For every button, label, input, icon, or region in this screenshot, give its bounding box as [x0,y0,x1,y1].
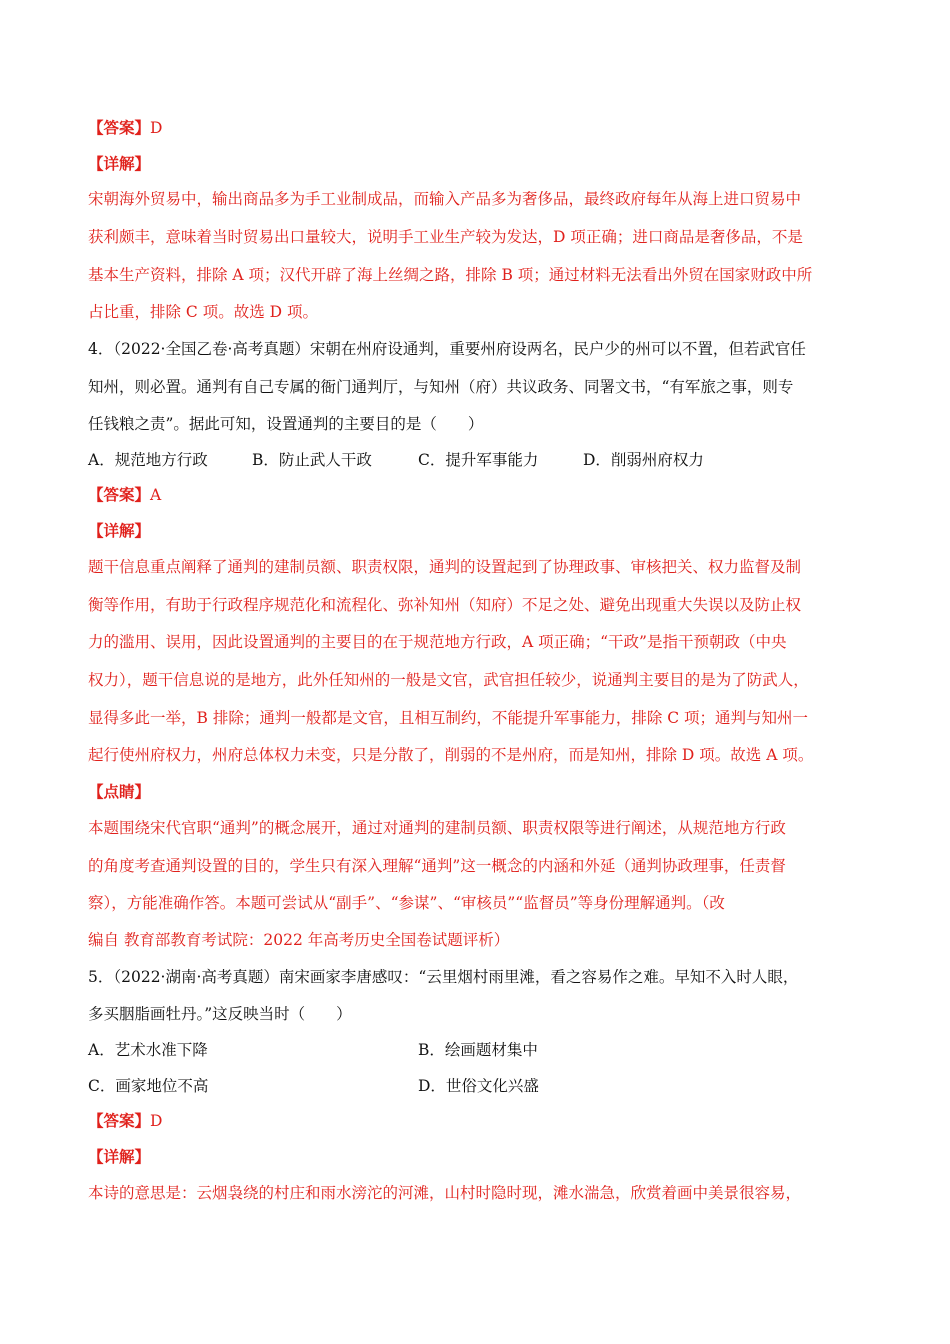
q4-answer-line [88,485,868,505]
q4-option-c: C．提升军事能力 [418,451,539,469]
q4-explanation-line: 题干信息重点阐释了通判的建制员额、职责权限，通判的设置起到了协理政事、审核把关、权力监督及制 [88,558,802,576]
answer-tag: 【答案】 [88,485,151,504]
detail-tag: 【详解】 [88,1147,151,1166]
answer-tag: 【答案】 [88,118,151,137]
q3-explanation-line: 基本生产资料，排除 A 项；汉代开辟了海上丝绸之路，排除 B 项；通过材料无法看出外贸在国家财政中所 [88,266,813,284]
q5-stem-line: 5．（2022·湖南·高考真题）南宋画家李唐感叹：“云里烟村雨里滩，看之容易作之难。早知不入时人眼， [88,968,799,986]
q4-comment-line: 编自 教育部教育考试院：2022 年高考历史全国卷试题评析） [88,931,510,949]
q3-explanation-line: 占比重，排除 C 项。故选 D 项。 [88,303,318,321]
comment-tag: 【点睛】 [88,782,151,801]
q4-explanation-line: 显得多此一举，B 排除；通判一般都是文官，且相互制约，不能提升军事能力，排除 C 项；通判与知州一 [88,709,809,727]
answer-value: D [150,1112,163,1130]
answer-value: D [150,119,163,137]
q4-explanation-line: 力的滥用、误用，因此设置通判的主要目的在于规范地方行政，A 项正确；“干政”是指干预朝政（中央 [88,633,787,651]
q4-comment-line: 本题围绕宋代官职“通判”的概念展开，通过对通判的建制员额、职责权限等进行阐述，从规范地方行政 [88,819,786,837]
q3-explanation-line: 宋朝海外贸易中，输出商品多为手工业制成品，而输入产品多为奢侈品，最终政府每年从海上进口贸易中 [88,190,802,208]
q4-stem-line: 4．（2022·全国乙卷·高考真题）宋朝在州府设通判，重要州府设两名，民户少的州可以不置，但若武官任 [88,340,806,358]
q4-comment-line: 的角度考查通判设置的目的，学生只有深入理解“通判”这一概念的内涵和外延（通判协政理事，任责督 [88,857,786,875]
q3-detail-tag [88,154,868,174]
detail-tag: 【详解】 [88,154,151,173]
q4-explanation-line: 衡等作用，有助于行政程序规范化和流程化、弥补知州（知府）不足之处、避免出现重大失误以及防止权 [88,596,802,614]
answer-value: A [150,486,162,504]
q5-option-c: C．画家地位不高 [88,1077,209,1095]
q4-comment-tag [88,782,868,802]
q3-answer-line [88,118,868,138]
q4-option-d: D．削弱州府权力 [583,451,704,469]
q5-option-b: B．绘画题材集中 [418,1041,538,1059]
q5-detail-tag [88,1147,868,1167]
q3-explanation-line: 获利颇丰，意味着当时贸易出口量较大，说明手工业生产较为发达，D 项正确；进口商品是奢侈品，不是 [88,228,803,246]
q4-explanation-line: 权力），题干信息说的是地方，此外任知州的一般是文官，武官担任较少，说通判主要目的是为了防武人， [88,671,809,689]
q5-stem-line: 多买胭脂画牡丹。”这反映当时（ ） [88,1005,352,1023]
q4-option-a: A．规范地方行政 [88,451,208,469]
q5-answer-line [88,1111,868,1131]
q5-explanation-line: 本诗的意思是：云烟袅绕的村庄和雨水滂沱的河滩，山村时隐时现，滩水湍急，欣赏着画中美景很容易， [88,1184,802,1202]
q4-comment-line: 察），方能准确作答。本题可尝试从“副手”、“参谋”、“审核员”“监督员”等身份理解通判。（改 [88,894,725,912]
detail-tag: 【详解】 [88,521,151,540]
q5-option-d: D．世俗文化兴盛 [418,1077,539,1095]
q4-detail-tag [88,521,868,541]
q4-stem-line: 知州，则必置。通判有自己专属的衙门通判厅，与知州（府）共议政务、同署文书，“有军旅之事，则专 [88,378,794,396]
q4-option-b: B．防止武人干政 [252,451,372,469]
q4-explanation-line: 起行使州府权力，州府总体权力未变，只是分散了，削弱的不是州府，而是知州，排除 D 项。故选 A 项。 [88,746,814,764]
answer-tag: 【答案】 [88,1111,151,1130]
q4-stem-line: 任钱粮之责”。据此可知，设置通判的主要目的是（ ） [88,415,484,433]
q5-option-a: A．艺术水准下降 [88,1041,208,1059]
